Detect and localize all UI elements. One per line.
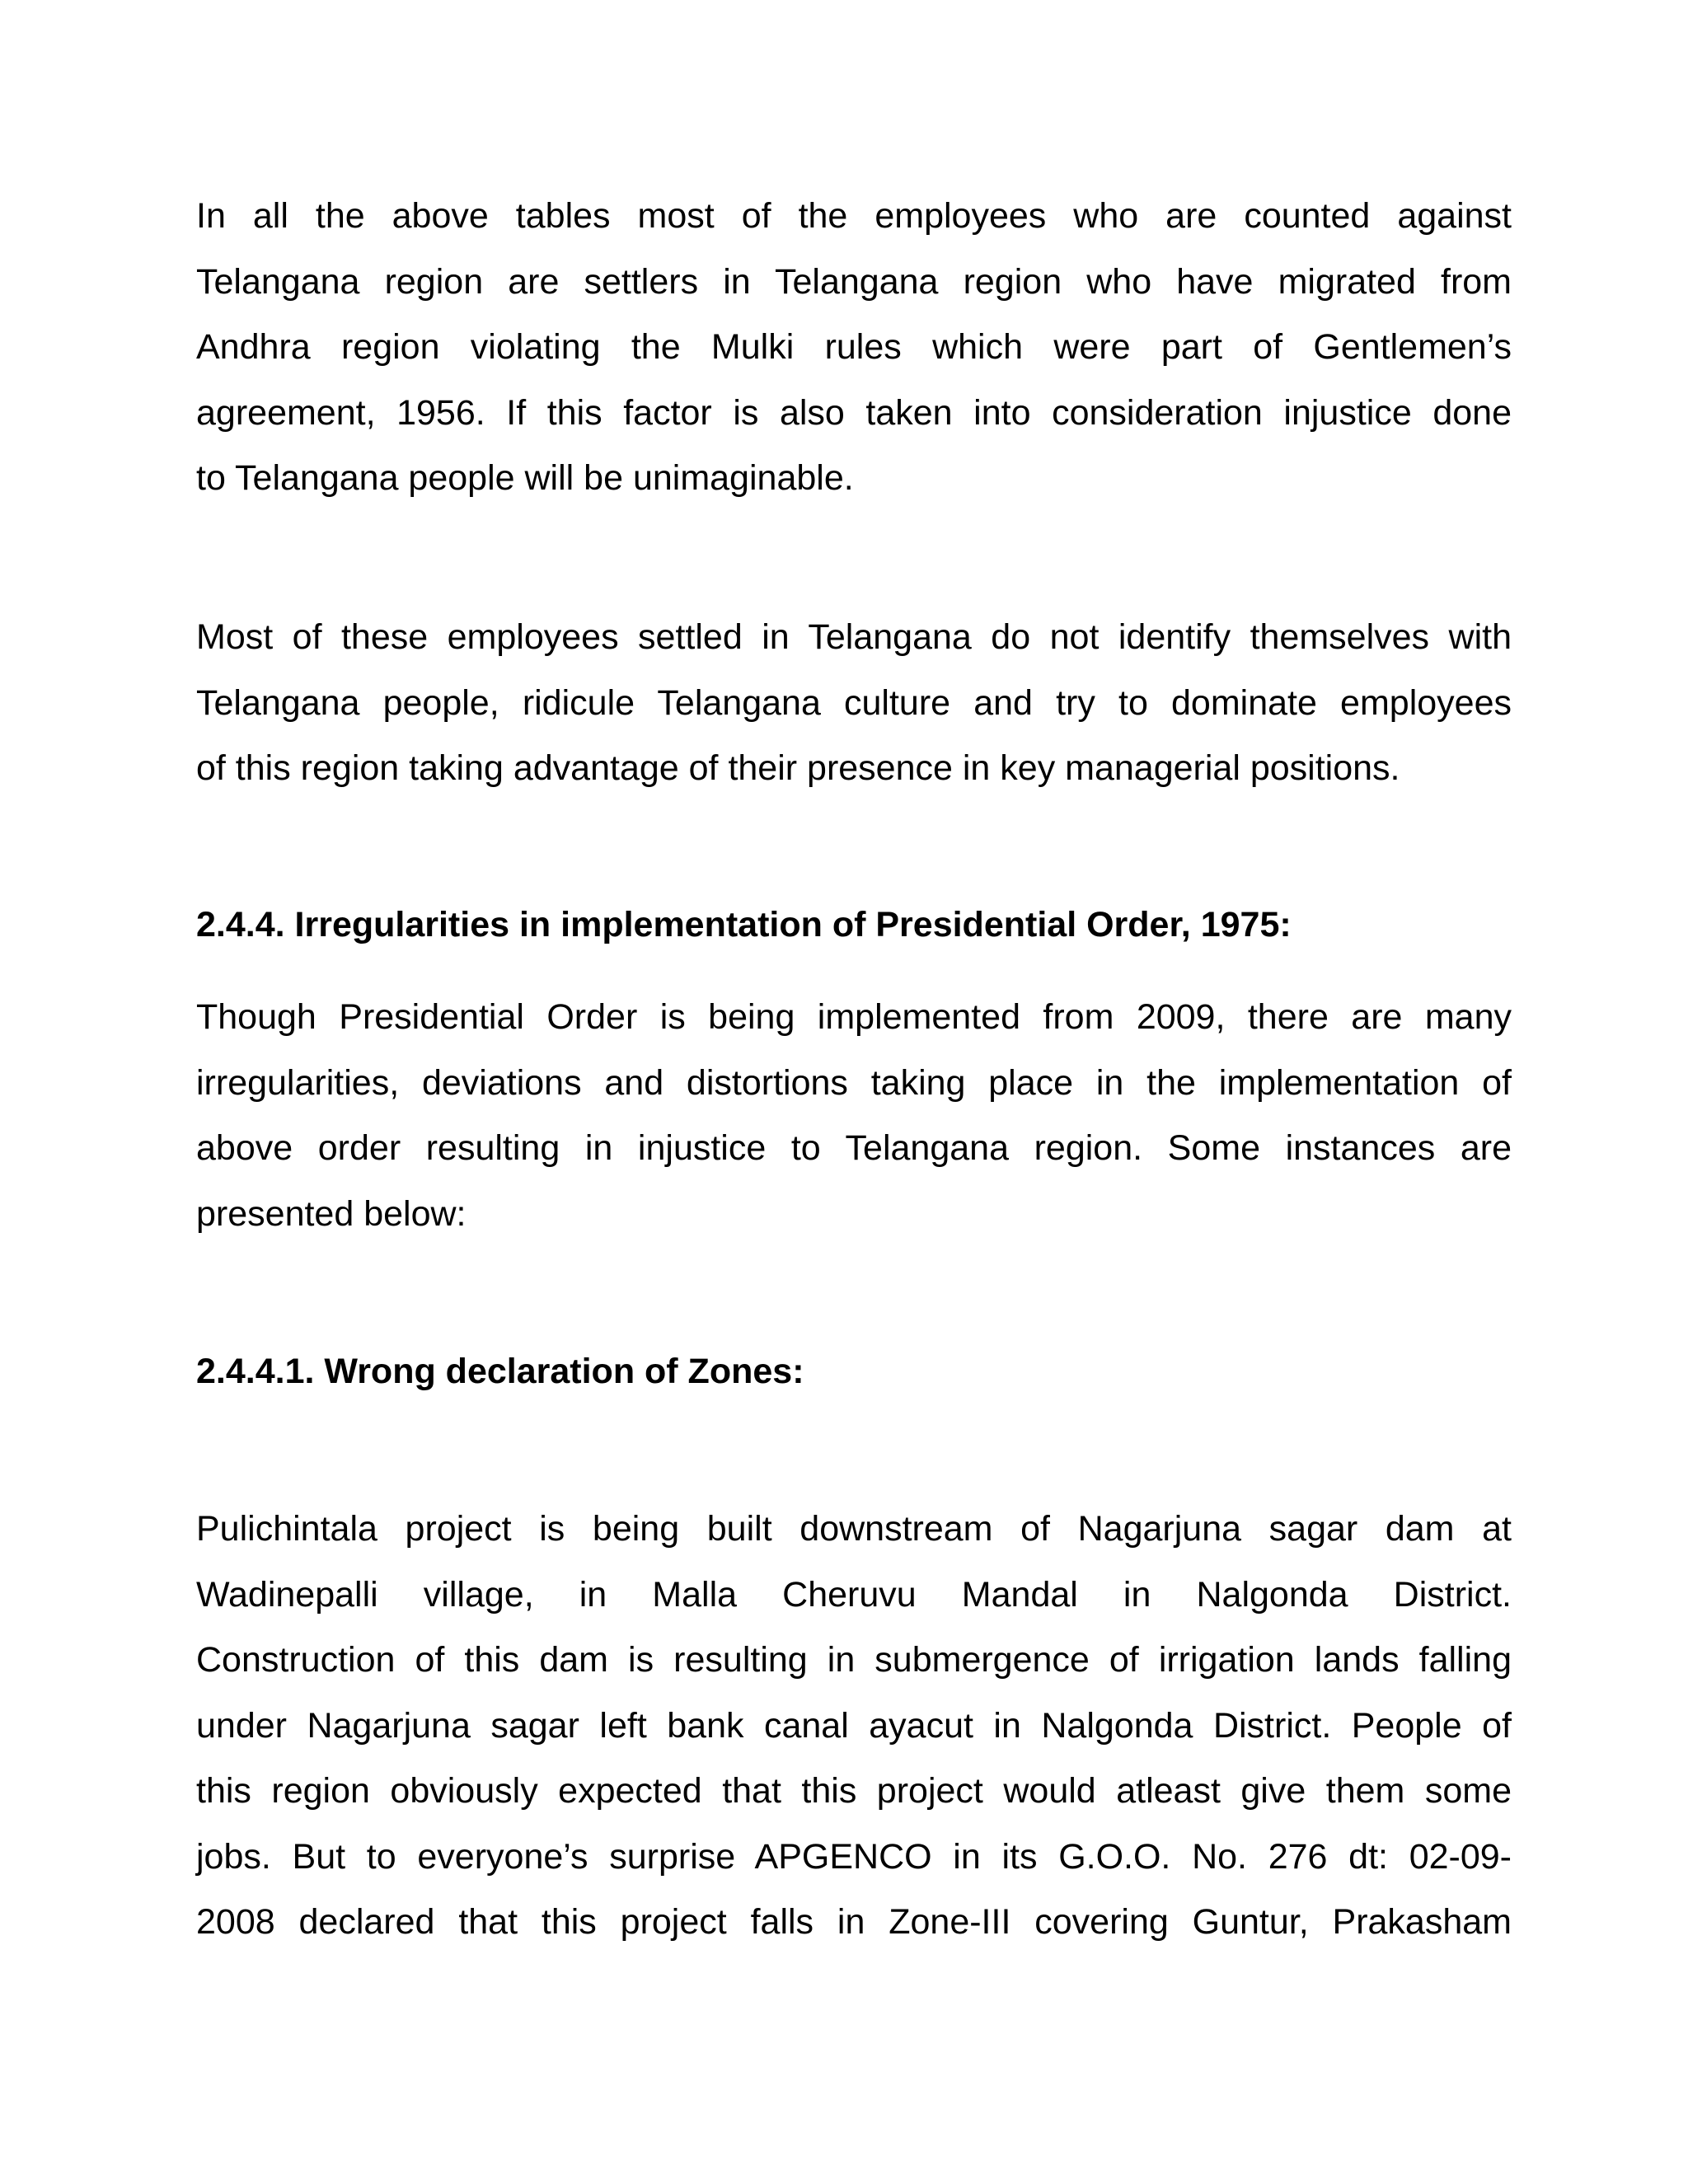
paragraph-presidential-order — [196, 985, 1512, 1247]
section-heading-irregularities: 2.4.4. Irregularities in implementation of Presidential Order, 1975: — [196, 905, 1292, 944]
text-line: Telangana people, ridicule Telangana culture and try to dominate employees — [196, 682, 1512, 723]
text-line: under Nagarjuna sagar left bank canal ayacut in Nalgonda District. People of — [196, 1705, 1512, 1746]
text-line: Andhra region violating the Mulki rules which were part of Gentlemen’s — [196, 327, 1512, 367]
text-line: jobs. But to everyone’s surprise APGENCO in its G.O.O. No. 276 dt: 02-09- — [196, 1836, 1512, 1877]
text-line: Construction of this dam is resulting in submergence of irrigation lands falling — [196, 1640, 1512, 1680]
text-line: Telangana region are settlers in Telangana region who have migrated from — [196, 261, 1512, 302]
text-line: irregularities, deviations and distortions taking place in the implementation of — [196, 1062, 1512, 1103]
text-line: Though Presidential Order is being implemented from 2009, there are many — [196, 997, 1512, 1037]
text-line: above order resulting in injustice to Telangana region. Some instances are — [196, 1128, 1512, 1168]
paragraph-employees-settled — [196, 605, 1512, 802]
text-line: of this region taking advantage of their presence in key managerial positions. — [196, 748, 1400, 788]
text-line: Most of these employees settled in Telangana do not identify themselves with — [196, 617, 1512, 657]
text-line: Wadinepalli village, in Malla Cheruvu Mandal in Nalgonda District. — [196, 1574, 1512, 1615]
paragraph-pulichintala — [196, 1497, 1512, 1956]
text-line: 2008 declared that this project falls in Zone-III covering Guntur, Prakasham — [196, 1902, 1512, 1942]
text-line: Pulichintala project is being built downstream of Nagarjuna sagar dam at — [196, 1509, 1512, 1549]
subsection-heading-wrong-zones: 2.4.4.1. Wrong declaration of Zones: — [196, 1352, 804, 1391]
text-line: agreement, 1956. If this factor is also taken into consideration injustice done — [196, 392, 1512, 433]
text-line: this region obviously expected that this project would atleast give them some — [196, 1771, 1512, 1811]
text-line: to Telangana people will be unimaginable. — [196, 458, 854, 498]
text-line: presented below: — [196, 1193, 467, 1234]
paragraph-settlers — [196, 184, 1512, 512]
text-line: In all the above tables most of the employees who are counted against — [196, 196, 1512, 236]
